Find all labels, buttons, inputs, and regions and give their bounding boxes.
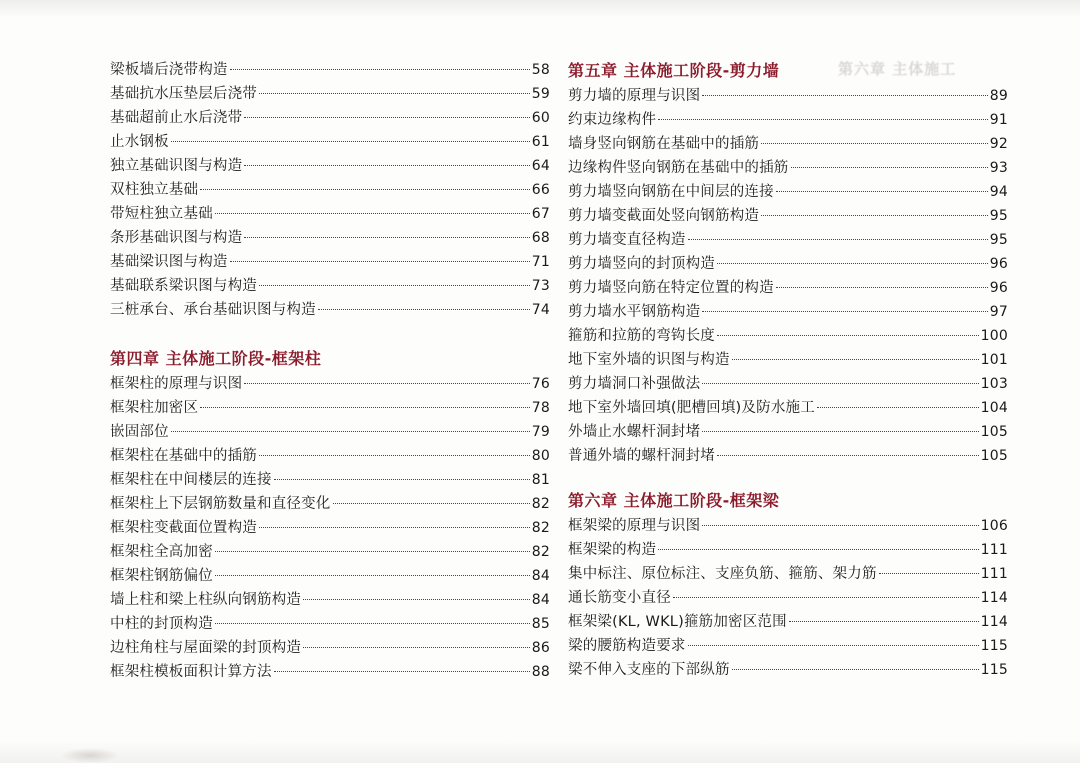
toc-entry-title: 框架柱在基础中的插筋 xyxy=(110,448,257,464)
dot-leader xyxy=(791,167,988,168)
toc-entry-page: 67 xyxy=(531,206,550,222)
toc-entry[interactable] xyxy=(110,82,550,106)
toc-entry[interactable] xyxy=(110,420,550,444)
toc-entry-page: 114 xyxy=(980,590,1008,606)
toc-entry-page: 105 xyxy=(980,448,1008,464)
dot-leader xyxy=(244,117,529,118)
toc-entry-page: 115 xyxy=(980,638,1008,654)
dot-leader xyxy=(215,623,530,624)
toc-entry-title: 边缘构件竖向钢筋在基础中的插筋 xyxy=(568,160,789,176)
toc-entry[interactable] xyxy=(568,396,1008,420)
toc-entry-title: 基础梁识图与构造 xyxy=(110,254,228,270)
toc-entry[interactable] xyxy=(568,156,1008,180)
toc-entry-page: 59 xyxy=(531,86,550,102)
dot-leader xyxy=(702,311,987,312)
toc-entry-title: 带短柱独立基础 xyxy=(110,206,213,222)
toc-entry-title: 剪力墙变截面处竖向钢筋构造 xyxy=(568,208,760,224)
bleed-through-text: 第六章 主体施工 xyxy=(838,60,957,78)
dot-leader xyxy=(215,575,530,576)
toc-entry-title: 双柱独立基础 xyxy=(110,182,199,198)
toc-entry[interactable] xyxy=(110,612,550,636)
toc-entry[interactable] xyxy=(568,348,1008,372)
toc-entry-page: 84 xyxy=(531,592,550,608)
toc-entry[interactable] xyxy=(110,492,550,516)
dot-leader xyxy=(879,573,979,574)
toc-entry-title: 剪力墙水平钢筋构造 xyxy=(568,304,701,320)
toc-entry-page: 71 xyxy=(531,254,550,270)
toc-entry-page: 96 xyxy=(989,256,1008,272)
toc-entry-title: 基础联系梁识图与构造 xyxy=(110,278,257,294)
toc-entry[interactable] xyxy=(110,130,550,154)
toc-entry-page: 60 xyxy=(531,110,550,126)
toc-entry-title: 框架柱全高加密 xyxy=(110,544,213,560)
toc-entry[interactable] xyxy=(110,444,550,468)
toc-entry[interactable] xyxy=(568,420,1008,444)
toc-entry[interactable] xyxy=(568,538,1008,562)
toc-entry-page: 86 xyxy=(531,640,550,656)
toc-entry-page: 92 xyxy=(989,136,1008,152)
dot-leader xyxy=(318,309,530,310)
toc-entry-title: 通长筋变小直径 xyxy=(568,590,671,606)
toc-entry-page: 89 xyxy=(989,88,1008,104)
dot-leader xyxy=(259,455,530,456)
toc-entry-title: 地下室外墙回填(肥槽回填)及防水施工 xyxy=(568,400,815,416)
toc-entry[interactable] xyxy=(568,634,1008,658)
dot-leader xyxy=(274,671,530,672)
toc-entry[interactable] xyxy=(568,324,1008,348)
dot-leader xyxy=(658,119,988,120)
toc-entry-title: 基础超前止水后浇带 xyxy=(110,110,243,126)
dot-leader xyxy=(171,141,530,142)
toc-entry-page: 115 xyxy=(980,662,1008,678)
toc-entry-page: 82 xyxy=(531,496,550,512)
toc-entry-title: 梁的腰筋构造要求 xyxy=(568,638,686,654)
toc-entry-page: 58 xyxy=(531,62,550,78)
toc-entry[interactable] xyxy=(110,468,550,492)
toc-entry[interactable] xyxy=(568,610,1008,634)
toc-entry-page: 103 xyxy=(980,376,1008,392)
dot-leader xyxy=(732,359,979,360)
toc-entry[interactable] xyxy=(568,372,1008,396)
toc-entry-page: 96 xyxy=(989,280,1008,296)
dot-leader xyxy=(303,647,530,648)
toc-entry-page: 91 xyxy=(989,112,1008,128)
dot-leader xyxy=(303,599,530,600)
toc-entry[interactable] xyxy=(110,516,550,540)
dot-leader xyxy=(776,287,988,288)
toc-entry[interactable] xyxy=(568,300,1008,324)
dot-leader xyxy=(761,215,988,216)
toc-entry[interactable] xyxy=(568,252,1008,276)
toc-entry-page: 93 xyxy=(989,160,1008,176)
toc-entry-page: 82 xyxy=(531,520,550,536)
toc-entry-title: 剪力墙洞口补强做法 xyxy=(568,376,701,392)
toc-entry-title: 基础抗水压垫层后浇带 xyxy=(110,86,257,102)
toc-entry[interactable] xyxy=(110,202,550,226)
toc-entry[interactable] xyxy=(568,444,1008,468)
dot-leader xyxy=(200,189,530,190)
toc-entry[interactable] xyxy=(110,660,550,684)
toc-entry-title: 框架柱上下层钢筋数量和直径变化 xyxy=(110,496,331,512)
toc-entry-title: 框架柱变截面位置构造 xyxy=(110,520,257,536)
toc-right-column xyxy=(568,58,1008,682)
toc-entry-title: 框架柱的原理与识图 xyxy=(110,376,243,392)
dot-leader xyxy=(230,69,530,70)
toc-entry[interactable] xyxy=(568,658,1008,682)
toc-left-column xyxy=(110,58,550,684)
toc-entry-title: 梁板墙后浇带构造 xyxy=(110,62,228,78)
toc-entry-title: 框架梁的构造 xyxy=(568,542,657,558)
toc-entry-page: 100 xyxy=(980,328,1008,344)
toc-section-chapter6 xyxy=(568,514,1008,682)
dot-leader xyxy=(688,645,979,646)
toc-entry-title: 框架梁的原理与识图 xyxy=(568,518,701,534)
toc-entry-title: 嵌固部位 xyxy=(110,424,169,440)
dot-leader xyxy=(789,621,979,622)
toc-entry-title: 普通外墙的螺杆洞封堵 xyxy=(568,448,715,464)
dot-leader xyxy=(776,191,988,192)
toc-entry[interactable] xyxy=(110,274,550,298)
toc-entry-page: 66 xyxy=(531,182,550,198)
toc-entry-page: 97 xyxy=(989,304,1008,320)
toc-entry[interactable] xyxy=(110,588,550,612)
toc-entry[interactable] xyxy=(110,154,550,178)
toc-entry[interactable] xyxy=(110,540,550,564)
dot-leader xyxy=(215,551,530,552)
toc-entry-page: 80 xyxy=(531,448,550,464)
toc-entry-title: 地下室外墙的识图与构造 xyxy=(568,352,730,368)
dot-leader xyxy=(171,431,530,432)
toc-entry-page: 105 xyxy=(980,424,1008,440)
toc-entry[interactable] xyxy=(568,562,1008,586)
toc-entry-page: 104 xyxy=(980,400,1008,416)
toc-entry-title: 梁不伸入支座的下部纵筋 xyxy=(568,662,730,678)
dot-leader xyxy=(702,95,987,96)
toc-entry-page: 106 xyxy=(980,518,1008,534)
toc-entry-page: 68 xyxy=(531,230,550,246)
dot-leader xyxy=(230,261,530,262)
dot-leader xyxy=(244,237,529,238)
dot-leader xyxy=(702,431,978,432)
dot-leader xyxy=(333,503,530,504)
toc-entry[interactable] xyxy=(568,204,1008,228)
dot-leader xyxy=(274,479,530,480)
toc-entry-title: 框架梁(KL, WKL)箍筋加密区范围 xyxy=(568,614,787,630)
toc-entry-title: 集中标注、原位标注、支座负筋、箍筋、架力筋 xyxy=(568,566,877,582)
dot-leader xyxy=(244,383,529,384)
toc-entry-page: 88 xyxy=(531,664,550,680)
toc-entry-title: 墙上柱和梁上柱纵向钢筋构造 xyxy=(110,592,302,608)
toc-entry-page: 74 xyxy=(531,302,550,318)
toc-entry[interactable] xyxy=(568,514,1008,538)
toc-entry-page: 73 xyxy=(531,278,550,294)
toc-entry-page: 81 xyxy=(531,472,550,488)
toc-entry-title: 框架柱钢筋偏位 xyxy=(110,568,213,584)
toc-entry-page: 64 xyxy=(531,158,550,174)
toc-entry-title: 剪力墙变直径构造 xyxy=(568,232,686,248)
toc-entry[interactable] xyxy=(110,564,550,588)
chapter-heading[interactable]: 第五章 主体施工阶段-剪力墙 xyxy=(568,61,780,80)
toc-entry[interactable] xyxy=(568,276,1008,300)
toc-entry[interactable] xyxy=(568,84,1008,108)
chapter-heading[interactable]: 第六章 主体施工阶段-框架梁 xyxy=(568,491,780,510)
toc-entry-title: 剪力墙的原理与识图 xyxy=(568,88,701,104)
toc-entry-title: 墙身竖向钢筋在基础中的插筋 xyxy=(568,136,760,152)
dot-leader xyxy=(259,527,530,528)
dot-leader xyxy=(717,335,979,336)
toc-entry[interactable] xyxy=(568,132,1008,156)
toc-entry[interactable] xyxy=(110,396,550,420)
dot-leader xyxy=(215,213,530,214)
toc-entry[interactable] xyxy=(568,108,1008,132)
toc-entry[interactable] xyxy=(110,226,550,250)
dot-leader xyxy=(673,597,979,598)
toc-entry-page: 111 xyxy=(980,542,1008,558)
toc-entry[interactable] xyxy=(110,178,550,202)
dot-leader xyxy=(658,549,978,550)
toc-entry-title: 剪力墙竖向筋在特定位置的构造 xyxy=(568,280,774,296)
toc-entry-title: 约束边缘构件 xyxy=(568,112,657,128)
toc-entry-page: 85 xyxy=(531,616,550,632)
toc-section-chapter5 xyxy=(568,84,1008,468)
dot-leader xyxy=(817,407,979,408)
toc-entry-page: 95 xyxy=(989,208,1008,224)
toc-entry-page: 114 xyxy=(980,614,1008,630)
toc-entry[interactable] xyxy=(568,228,1008,252)
dot-leader xyxy=(259,285,530,286)
toc-entry[interactable] xyxy=(110,636,550,660)
toc-entry[interactable] xyxy=(568,586,1008,610)
dot-leader xyxy=(688,239,988,240)
toc-entry[interactable] xyxy=(110,298,550,322)
toc-entry[interactable] xyxy=(568,180,1008,204)
toc-entry-title: 三桩承台、承台基础识图与构造 xyxy=(110,302,316,318)
toc-entry-page: 61 xyxy=(531,134,550,150)
toc-entry-page: 94 xyxy=(989,184,1008,200)
toc-entry-page: 76 xyxy=(531,376,550,392)
dot-leader xyxy=(259,93,530,94)
toc-entry[interactable] xyxy=(110,58,550,82)
toc-entry-title: 剪力墙竖向的封顶构造 xyxy=(568,256,715,272)
toc-entry-page: 111 xyxy=(980,566,1008,582)
toc-entry-title: 箍筋和拉筋的弯钩长度 xyxy=(568,328,715,344)
toc-entry-page: 79 xyxy=(531,424,550,440)
toc-entry-page: 101 xyxy=(980,352,1008,368)
toc-section-chapter4 xyxy=(110,372,550,684)
toc-entry[interactable] xyxy=(110,372,550,396)
toc-entry-title: 中柱的封顶构造 xyxy=(110,616,213,632)
toc-entry-title: 框架柱在中间楼层的连接 xyxy=(110,472,272,488)
toc-entry-title: 独立基础识图与构造 xyxy=(110,158,243,174)
toc-entry-title: 框架柱加密区 xyxy=(110,400,199,416)
toc-entry-page: 82 xyxy=(531,544,550,560)
toc-section-continued xyxy=(110,58,550,322)
toc-entry[interactable] xyxy=(110,106,550,130)
page-smudge xyxy=(60,748,120,763)
toc-entry-title: 剪力墙竖向钢筋在中间层的连接 xyxy=(568,184,774,200)
toc-entry-title: 外墙止水螺杆洞封堵 xyxy=(568,424,701,440)
toc-entry-title: 条形基础识图与构造 xyxy=(110,230,243,246)
dot-leader xyxy=(761,143,988,144)
dot-leader xyxy=(702,525,978,526)
toc-entry-title: 边柱角柱与屋面梁的封顶构造 xyxy=(110,640,302,656)
toc-entry-page: 95 xyxy=(989,232,1008,248)
dot-leader xyxy=(717,263,988,264)
dot-leader xyxy=(244,165,529,166)
dot-leader xyxy=(200,407,530,408)
toc-entry-title: 框架柱模板面积计算方法 xyxy=(110,664,272,680)
toc-entry[interactable] xyxy=(110,250,550,274)
toc-entry-page: 78 xyxy=(531,400,550,416)
toc-entry-page: 84 xyxy=(531,568,550,584)
dot-leader xyxy=(702,383,978,384)
dot-leader xyxy=(717,455,979,456)
toc-entry-title: 止水钢板 xyxy=(110,134,169,150)
chapter-heading[interactable]: 第四章 主体施工阶段-框架柱 xyxy=(110,349,322,368)
dot-leader xyxy=(732,669,979,670)
